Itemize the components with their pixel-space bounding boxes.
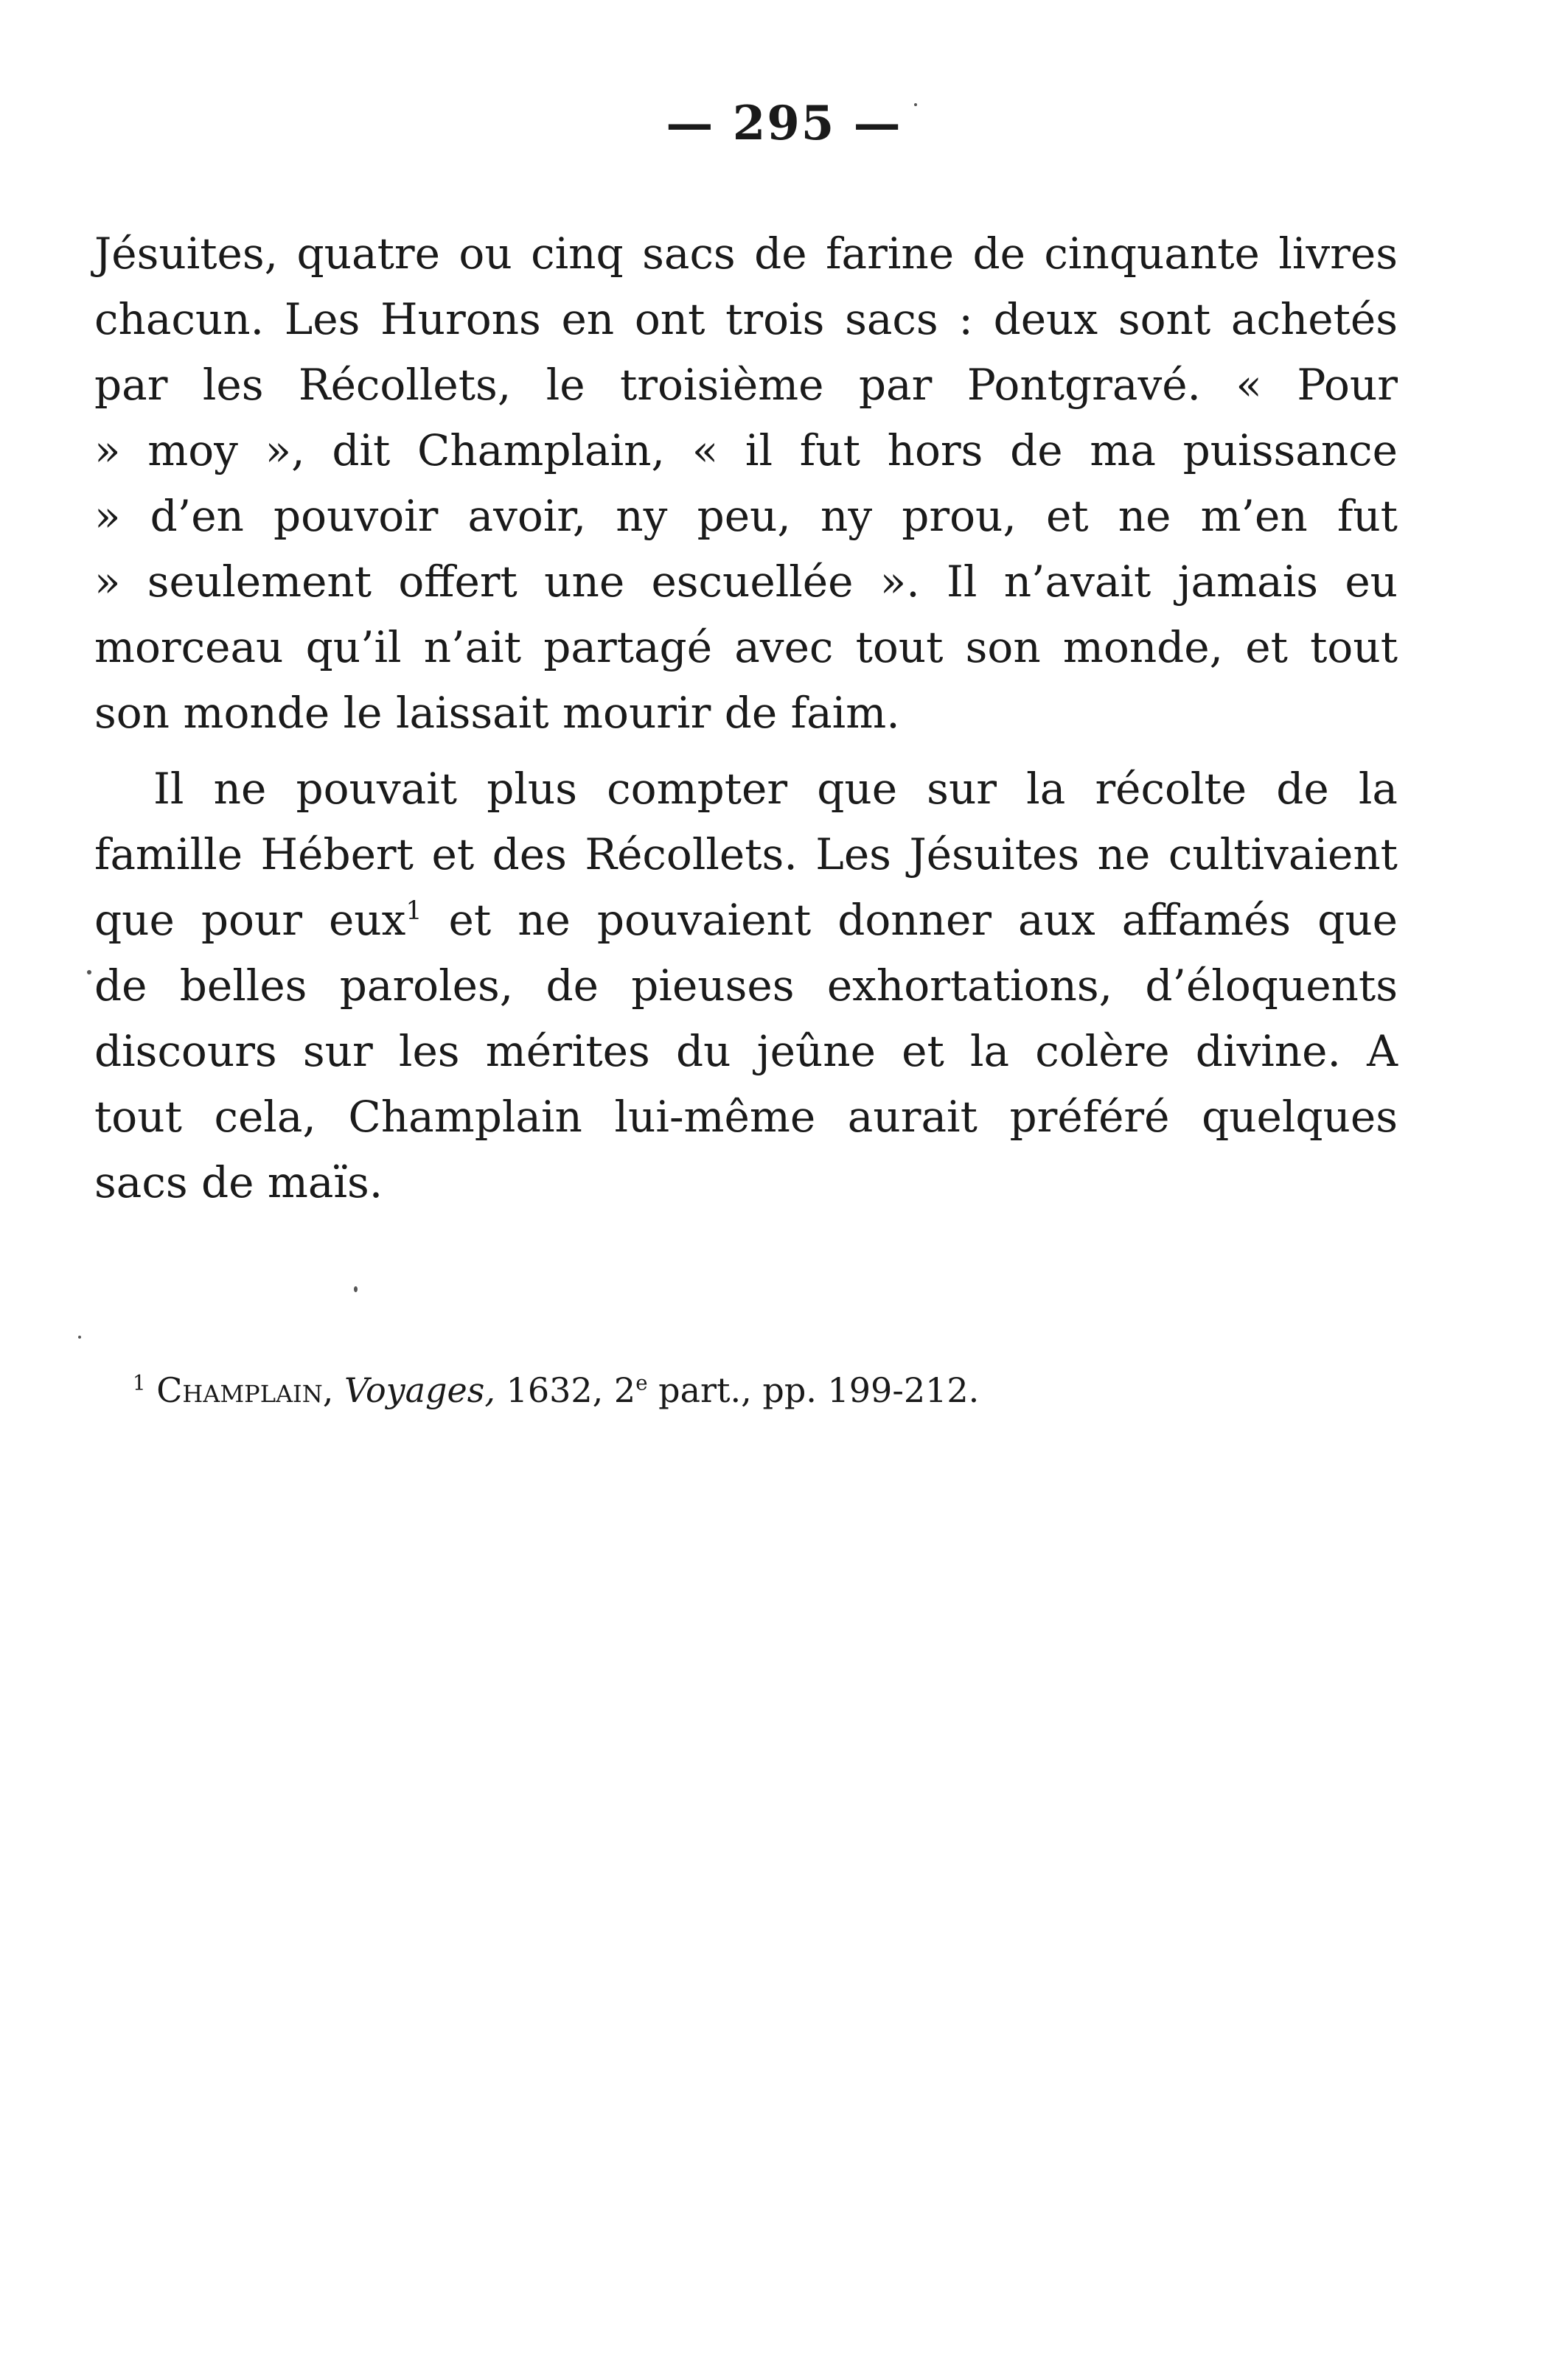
footnote-marker: 1 bbox=[133, 1370, 146, 1395]
scan-speck bbox=[78, 1336, 81, 1339]
page-number: — 295 — bbox=[666, 96, 902, 151]
paragraph-2-line bbox=[94, 887, 1398, 953]
paragraph-1-line: son monde le laissait mourir de faim. bbox=[94, 688, 900, 738]
footnote bbox=[133, 1368, 979, 1412]
scan-speck bbox=[914, 103, 917, 106]
paragraph-2 bbox=[94, 756, 1398, 1216]
paragraph-1 bbox=[94, 221, 1398, 746]
paragraph-1-line: chacun. Les Hurons en ont trois sacs : deux sont achetés bbox=[94, 294, 1398, 344]
line-text: que pour eux bbox=[94, 895, 406, 945]
footnote-title: Voyages, bbox=[344, 1370, 495, 1410]
scan-speck bbox=[87, 970, 91, 974]
footnote-author: Champlain, bbox=[156, 1370, 334, 1410]
footnote-reference: 1 bbox=[405, 896, 422, 927]
paragraph-2-line: Il ne pouvait plus compter que sur la récolte de la bbox=[153, 764, 1398, 814]
paragraph-1-line: par les Récollets, le troisième par Pontgravé. « Pour bbox=[94, 360, 1398, 410]
paragraph-1-line: » moy », dit Champlain, « il fut hors de ma puissance bbox=[94, 425, 1398, 475]
paragraph-1-line: morceau qu’il n’ait partagé avec tout son monde, et tout bbox=[94, 622, 1398, 672]
paragraph-1-line: Jésuites, quatre ou cinq sacs de farine de cinquante livres bbox=[94, 229, 1398, 279]
paragraph-2-line: sacs de maïs. bbox=[94, 1157, 383, 1207]
footnote-year: 1632, bbox=[506, 1370, 604, 1410]
paragraph-2-line: tout cela, Champlain lui-même aurait préféré quelques bbox=[94, 1092, 1398, 1142]
paragraph-2-line: famille Hébert et des Récollets. Les Jésuites ne cultivaient bbox=[94, 829, 1398, 879]
paragraph-2-line: discours sur les mérites du jeûne et la colère divine. A bbox=[94, 1026, 1398, 1076]
paragraph-1-line: » seulement offert une escuellée ». Il n’avait jamais eu bbox=[94, 557, 1398, 607]
line-text: et ne pouvaient donner aux affamés que bbox=[422, 895, 1398, 945]
paragraph-1-line: » d’en pouvoir avoir, ny peu, ny prou, et ne m’en fut bbox=[94, 491, 1398, 541]
scan-speck bbox=[354, 1286, 358, 1292]
paragraph-2-line: de belles paroles, de pieuses exhortations, d’éloquents bbox=[94, 960, 1398, 1011]
footnote-part: 2e bbox=[613, 1370, 648, 1410]
footnote-pages: part., pp. 199-212. bbox=[658, 1370, 980, 1410]
